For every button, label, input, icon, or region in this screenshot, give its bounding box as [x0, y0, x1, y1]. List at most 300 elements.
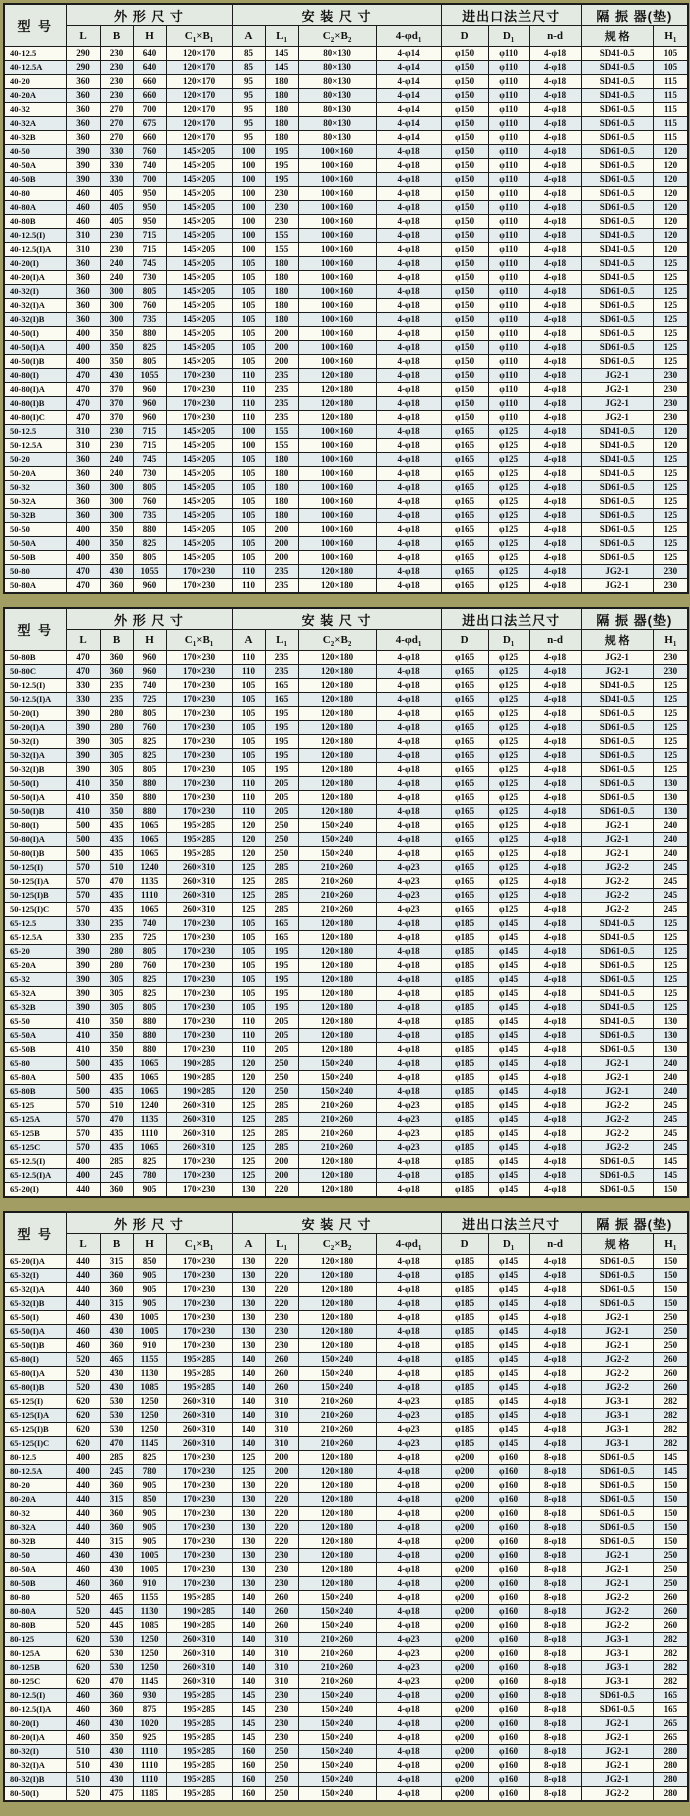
value-cell: 530 [100, 1409, 133, 1423]
value-cell: 170×230 [166, 1451, 232, 1465]
value-cell: 180 [265, 467, 298, 481]
value-cell: 105 [232, 355, 265, 369]
value-cell: 210×260 [298, 1437, 376, 1451]
value-cell: 310 [265, 1633, 298, 1647]
value-cell: 140 [232, 1437, 265, 1451]
value-cell: φ125 [488, 467, 529, 481]
model-cell: 50-32A [4, 495, 66, 509]
value-cell: 310 [265, 1395, 298, 1409]
table-row [4, 453, 688, 467]
value-cell: 210×260 [298, 1409, 376, 1423]
value-cell: 780 [133, 1169, 166, 1183]
table-row [4, 805, 688, 819]
value-cell: 950 [133, 201, 166, 215]
value-cell: φ110 [488, 159, 529, 173]
value-cell: 150 [653, 1183, 688, 1198]
table-row [4, 1759, 688, 1773]
col-header: L [66, 630, 100, 651]
table-row [4, 1493, 688, 1507]
table-row [4, 299, 688, 313]
table-row [4, 749, 688, 763]
value-cell: 4-φ18 [376, 721, 441, 735]
value-cell: 245 [653, 861, 688, 875]
value-cell: JG2-1 [581, 1311, 653, 1325]
value-cell: 440 [66, 1507, 100, 1521]
value-cell: 80×130 [298, 131, 376, 145]
value-cell: 125 [653, 1001, 688, 1015]
value-cell: 4-φ18 [376, 1381, 441, 1395]
value-cell: 4-φ18 [376, 467, 441, 481]
value-cell: 440 [66, 1535, 100, 1549]
value-cell: SD41-0.5 [581, 271, 653, 285]
value-cell: 1250 [133, 1409, 166, 1423]
value-cell: 4-φ18 [529, 1001, 581, 1015]
value-cell: 125 [232, 1451, 265, 1465]
value-cell: SD41-0.5 [581, 439, 653, 453]
value-cell: 4-φ18 [529, 945, 581, 959]
value-cell: 155 [265, 439, 298, 453]
value-cell: 460 [66, 1577, 100, 1591]
value-cell: 310 [265, 1675, 298, 1689]
model-cell: 65-32 [4, 973, 66, 987]
value-cell: 250 [265, 1085, 298, 1099]
value-cell: 4-φ18 [529, 509, 581, 523]
model-cell: 65-80(I)A [4, 1367, 66, 1381]
value-cell: 120×180 [298, 579, 376, 594]
value-cell: 130 [232, 1507, 265, 1521]
value-cell: φ110 [488, 271, 529, 285]
value-cell: 4-φ18 [376, 481, 441, 495]
value-cell: 440 [66, 1283, 100, 1297]
value-cell: φ145 [488, 1057, 529, 1071]
value-cell: 125 [653, 509, 688, 523]
value-cell: 260 [265, 1619, 298, 1633]
table-row [4, 1675, 688, 1689]
value-cell: 195×285 [166, 1353, 232, 1367]
value-cell: φ145 [488, 973, 529, 987]
value-cell: 435 [100, 889, 133, 903]
value-cell: 315 [100, 1493, 133, 1507]
table-row [4, 1269, 688, 1283]
table-row [4, 187, 688, 201]
model-cell: 50-50B [4, 551, 66, 565]
value-cell: φ145 [488, 1409, 529, 1423]
value-cell: φ160 [488, 1479, 529, 1493]
value-cell: 145×205 [166, 551, 232, 565]
model-cell: 50-50(I) [4, 777, 66, 791]
value-cell: φ145 [488, 931, 529, 945]
model-cell: 50-125(I)C [4, 903, 66, 917]
table-row [4, 355, 688, 369]
value-cell: 170×230 [166, 735, 232, 749]
value-cell: 435 [100, 1141, 133, 1155]
value-cell: φ145 [488, 1297, 529, 1311]
value-cell: 475 [100, 1787, 133, 1802]
value-cell: 140 [232, 1381, 265, 1395]
value-cell: φ165 [441, 523, 488, 537]
table-row [4, 735, 688, 749]
col-header: 规 格 [581, 26, 653, 47]
model-cell: 80-125C [4, 1675, 66, 1689]
value-cell: 4-φ18 [529, 1381, 581, 1395]
value-cell: JG3-1 [581, 1437, 653, 1451]
value-cell: φ145 [488, 1141, 529, 1155]
value-cell: 120×180 [298, 917, 376, 931]
value-cell: SD61-0.5 [581, 791, 653, 805]
value-cell: 745 [133, 257, 166, 271]
value-cell: φ145 [488, 1001, 529, 1015]
value-cell: 4-φ18 [376, 495, 441, 509]
value-cell: 4-φ18 [529, 1127, 581, 1141]
value-cell: 310 [265, 1437, 298, 1451]
value-cell: φ145 [488, 1183, 529, 1198]
pump-spec-table-3 [3, 1211, 689, 1802]
value-cell: JG2-1 [581, 833, 653, 847]
value-cell: 105 [232, 537, 265, 551]
value-cell: 360 [100, 1283, 133, 1297]
model-cell: 65-80(I)B [4, 1381, 66, 1395]
table-row [4, 1689, 688, 1703]
value-cell: 285 [100, 1451, 133, 1465]
value-cell: 1155 [133, 1591, 166, 1605]
value-cell: 4-φ18 [376, 565, 441, 579]
value-cell: 910 [133, 1339, 166, 1353]
value-cell: 4-φ18 [376, 1479, 441, 1493]
table-row [4, 679, 688, 693]
table-row [4, 201, 688, 215]
value-cell: 230 [653, 369, 688, 383]
value-cell: 4-φ18 [376, 397, 441, 411]
value-cell: 760 [133, 721, 166, 735]
model-cell: 50-80(I) [4, 819, 66, 833]
value-cell: 4-φ18 [529, 959, 581, 973]
model-cell: 50-50(I)B [4, 805, 66, 819]
col-header: $4-\varphi d_1$ [376, 26, 441, 47]
value-cell: 170×230 [166, 945, 232, 959]
col-header: $C_2\times B_2$ [298, 630, 376, 651]
value-cell: φ145 [488, 1255, 529, 1269]
value-cell: 430 [100, 1717, 133, 1731]
value-cell: 140 [232, 1619, 265, 1633]
value-cell: 4-φ18 [529, 1339, 581, 1353]
value-cell: 100×160 [298, 355, 376, 369]
value-cell: 115 [653, 89, 688, 103]
value-cell: 200 [265, 327, 298, 341]
table-row [4, 959, 688, 973]
value-cell: φ125 [488, 805, 529, 819]
model-cell: 50-12.5(I)A [4, 693, 66, 707]
value-cell: SD41-0.5 [581, 243, 653, 257]
value-cell: 4-φ18 [529, 1029, 581, 1043]
value-cell: 230 [265, 1549, 298, 1563]
col-header: H [133, 26, 166, 47]
value-cell: 390 [66, 159, 100, 173]
table-row [4, 1409, 688, 1423]
value-cell: 390 [66, 973, 100, 987]
table-row [4, 1099, 688, 1113]
value-cell: 460 [66, 215, 100, 229]
value-cell: φ110 [488, 285, 529, 299]
value-cell: 8-φ18 [529, 1465, 581, 1479]
value-cell: 210×260 [298, 1633, 376, 1647]
value-cell: 190×285 [166, 1085, 232, 1099]
value-cell: 350 [100, 523, 133, 537]
value-cell: 4-φ23 [376, 1141, 441, 1155]
value-cell: 100×160 [298, 481, 376, 495]
col-header: $4-\varphi d_1$ [376, 1234, 441, 1255]
model-cell: 65-80A [4, 1071, 66, 1085]
value-cell: 240 [653, 1085, 688, 1099]
value-cell: 1065 [133, 833, 166, 847]
value-cell: 245 [653, 1127, 688, 1141]
table-row [4, 397, 688, 411]
value-cell: φ125 [488, 537, 529, 551]
value-cell: 105 [232, 341, 265, 355]
value-cell: 230 [265, 1577, 298, 1591]
value-cell: 905 [133, 1521, 166, 1535]
value-cell: 400 [66, 1465, 100, 1479]
value-cell: φ160 [488, 1591, 529, 1605]
value-cell: JG2-2 [581, 1099, 653, 1113]
value-cell: φ165 [441, 651, 488, 665]
value-cell: 145×205 [166, 159, 232, 173]
value-cell: 1250 [133, 1423, 166, 1437]
value-cell: φ150 [441, 159, 488, 173]
value-cell: JG2-2 [581, 875, 653, 889]
value-cell: 4-φ18 [529, 1395, 581, 1409]
value-cell: 150×240 [298, 1381, 376, 1395]
value-cell: 4-φ18 [529, 1057, 581, 1071]
table-row [4, 987, 688, 1001]
model-cell: 65-20 [4, 945, 66, 959]
value-cell: 170×230 [166, 973, 232, 987]
value-cell: 1145 [133, 1675, 166, 1689]
value-cell: 620 [66, 1633, 100, 1647]
value-cell: 445 [100, 1605, 133, 1619]
value-cell: 390 [66, 987, 100, 1001]
value-cell: φ185 [441, 1127, 488, 1141]
value-cell: 170×230 [166, 411, 232, 425]
value-cell: 1135 [133, 875, 166, 889]
value-cell: 205 [265, 1015, 298, 1029]
value-cell: 210×260 [298, 875, 376, 889]
value-cell: 100×160 [298, 299, 376, 313]
value-cell: 510 [100, 861, 133, 875]
value-cell: 1085 [133, 1619, 166, 1633]
value-cell: φ145 [488, 1325, 529, 1339]
value-cell: 260 [653, 1605, 688, 1619]
value-cell: 220 [265, 1283, 298, 1297]
value-cell: 4-φ23 [376, 903, 441, 917]
value-cell: 880 [133, 1043, 166, 1057]
model-cell: 50-125(I)B [4, 889, 66, 903]
value-cell: 500 [66, 833, 100, 847]
value-cell: 145×205 [166, 299, 232, 313]
value-cell: 170×230 [166, 1507, 232, 1521]
value-cell: 95 [232, 103, 265, 117]
value-cell: φ150 [441, 103, 488, 117]
value-cell: 165 [653, 1703, 688, 1717]
value-cell: 120×170 [166, 61, 232, 75]
value-cell: φ150 [441, 173, 488, 187]
value-cell: φ200 [441, 1451, 488, 1465]
value-cell: 165 [265, 679, 298, 693]
value-cell: 120×180 [298, 383, 376, 397]
value-cell: 4-φ14 [376, 131, 441, 145]
value-cell: φ125 [488, 819, 529, 833]
value-cell: φ185 [441, 1043, 488, 1057]
value-cell: 155 [265, 243, 298, 257]
value-cell: φ165 [441, 509, 488, 523]
value-cell: 510 [66, 1745, 100, 1759]
value-cell: 360 [66, 495, 100, 509]
table-row [4, 509, 688, 523]
value-cell: 120 [232, 1071, 265, 1085]
value-cell: φ165 [441, 551, 488, 565]
value-cell: φ125 [488, 523, 529, 537]
value-cell: SD41-0.5 [581, 425, 653, 439]
value-cell: φ150 [441, 215, 488, 229]
value-cell: 8-φ18 [529, 1521, 581, 1535]
value-cell: 120 [653, 439, 688, 453]
value-cell: 360 [100, 1269, 133, 1283]
value-cell: 350 [100, 1043, 133, 1057]
value-cell: 170×230 [166, 931, 232, 945]
value-cell: φ125 [488, 889, 529, 903]
value-cell: 520 [66, 1591, 100, 1605]
value-cell: 1065 [133, 819, 166, 833]
value-cell: φ165 [441, 791, 488, 805]
value-cell: 220 [265, 1183, 298, 1198]
value-cell: 470 [66, 383, 100, 397]
value-cell: 310 [265, 1647, 298, 1661]
value-cell: 260×310 [166, 875, 232, 889]
value-cell: 410 [66, 1029, 100, 1043]
value-cell: 170×230 [166, 1183, 232, 1198]
table-row [4, 1353, 688, 1367]
value-cell: 4-φ23 [376, 861, 441, 875]
value-cell: φ185 [441, 1071, 488, 1085]
value-cell: SD61-0.5 [581, 721, 653, 735]
value-cell: φ165 [441, 847, 488, 861]
model-cell: 40-50 [4, 145, 66, 159]
value-cell: 8-φ18 [529, 1577, 581, 1591]
value-cell: 1110 [133, 889, 166, 903]
value-cell: 130 [232, 1325, 265, 1339]
value-cell: 195 [265, 721, 298, 735]
value-cell: 330 [66, 917, 100, 931]
value-cell: 4-φ18 [376, 229, 441, 243]
table-row [4, 1633, 688, 1647]
value-cell: 120×180 [298, 805, 376, 819]
value-cell: 170×230 [166, 1479, 232, 1493]
model-cell: 50-80(I)B [4, 847, 66, 861]
value-cell: 170×230 [166, 1549, 232, 1563]
value-cell: SD41-0.5 [581, 467, 653, 481]
value-cell: 360 [66, 467, 100, 481]
value-cell: φ145 [488, 1113, 529, 1127]
value-cell: 150×240 [298, 819, 376, 833]
table-row [4, 819, 688, 833]
value-cell: φ200 [441, 1535, 488, 1549]
value-cell: 260×310 [166, 889, 232, 903]
col-group-isolator: 隔 振 器(垫) [581, 4, 688, 26]
value-cell: 4-φ18 [376, 1605, 441, 1619]
value-cell: 290 [66, 47, 100, 61]
value-cell: 120×180 [298, 1451, 376, 1465]
model-cell: 50-20A [4, 467, 66, 481]
value-cell: 150×240 [298, 1773, 376, 1787]
value-cell: 570 [66, 1127, 100, 1141]
value-cell: 250 [653, 1311, 688, 1325]
value-cell: 4-φ18 [376, 791, 441, 805]
col-header: $L_1$ [265, 26, 298, 47]
value-cell: 4-φ18 [529, 1255, 581, 1269]
value-cell: φ165 [441, 439, 488, 453]
value-cell: 280 [100, 721, 133, 735]
value-cell: 100 [232, 215, 265, 229]
value-cell: 4-φ23 [376, 875, 441, 889]
value-cell: 145×205 [166, 229, 232, 243]
value-cell: φ110 [488, 229, 529, 243]
value-cell: 140 [232, 1605, 265, 1619]
value-cell: 360 [66, 285, 100, 299]
value-cell: 85 [232, 61, 265, 75]
model-cell: 40-80B [4, 215, 66, 229]
value-cell: 245 [653, 1113, 688, 1127]
value-cell: 250 [265, 847, 298, 861]
value-cell: φ145 [488, 945, 529, 959]
value-cell: 805 [133, 763, 166, 777]
model-cell: 40-50(I)B [4, 355, 66, 369]
value-cell: 145×205 [166, 285, 232, 299]
value-cell: 140 [232, 1633, 265, 1647]
table-row [4, 1647, 688, 1661]
value-cell: 4-φ18 [376, 1183, 441, 1198]
value-cell: 4-φ18 [376, 243, 441, 257]
value-cell: 620 [66, 1647, 100, 1661]
value-cell: 1145 [133, 1437, 166, 1451]
model-cell: 65-125A [4, 1113, 66, 1127]
value-cell: 125 [653, 945, 688, 959]
value-cell: 290 [66, 61, 100, 75]
value-cell: 150×240 [298, 1085, 376, 1099]
value-cell: 4-φ18 [376, 313, 441, 327]
value-cell: 410 [66, 1015, 100, 1029]
value-cell: φ165 [441, 707, 488, 721]
value-cell: 250 [653, 1549, 688, 1563]
value-cell: 330 [66, 679, 100, 693]
value-cell: 235 [100, 917, 133, 931]
value-cell: 150×240 [298, 1057, 376, 1071]
value-cell: 875 [133, 1703, 166, 1717]
value-cell: φ160 [488, 1647, 529, 1661]
value-cell: φ185 [441, 1353, 488, 1367]
table-row [4, 1423, 688, 1437]
value-cell: 8-φ18 [529, 1535, 581, 1549]
value-cell: 1055 [133, 565, 166, 579]
model-cell: 50-80B [4, 651, 66, 665]
value-cell: 105 [232, 763, 265, 777]
model-cell: 80-50A [4, 1563, 66, 1577]
value-cell: 160 [232, 1773, 265, 1787]
value-cell: JG2-1 [581, 1085, 653, 1099]
value-cell: 430 [100, 1325, 133, 1339]
value-cell: 8-φ18 [529, 1633, 581, 1647]
value-cell: 100×160 [298, 201, 376, 215]
value-cell: 165 [653, 1689, 688, 1703]
table-row [4, 707, 688, 721]
